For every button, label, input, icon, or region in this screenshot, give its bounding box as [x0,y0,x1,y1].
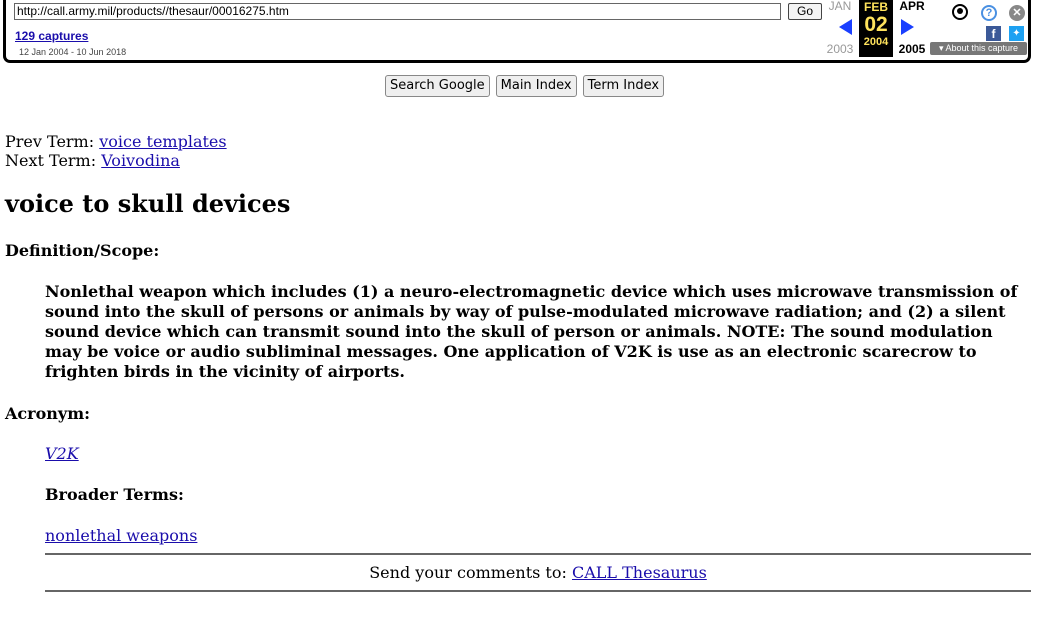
main-index-button[interactable]: Main Index [496,75,577,97]
term-navigation [5,132,227,170]
facebook-icon[interactable]: f [986,26,1001,41]
wayback-url-input[interactable]: http://call.army.mil/products//thesaur/00016275.htm [14,3,781,20]
term-index-button[interactable]: Term Index [583,75,664,97]
capture-range: 12 Jan 2004 - 10 Jun 2018 [19,47,127,57]
prev-year[interactable]: 2003 [826,42,854,56]
acronym-label: Acronym: [5,404,91,423]
captures-link[interactable]: 129 captures [15,29,89,43]
about-capture-label: About this capture [945,43,1019,53]
divider-top [45,553,1031,555]
definition-text: Nonlethal weapon which includes (1) a neuro-electromagnetic device which uses microwave transmission of sound into the skull of persons or animals by way of pulse-modulated microwave radiation; and (2) a silent sound device which can transmit sound into the skull of person or animals. NOTE: The sound modulation may be voice or audio subliminal messages. One application of V2K is use as an electronic scarecrow to frighten birds in the vicinity of airports. [45,282,1018,381]
wayback-toolbar [3,0,1031,63]
page-title: voice to skull devices [5,189,291,218]
current-day: 02 [864,13,888,36]
footer [45,563,1031,582]
next-month[interactable]: APR [899,0,925,13]
divider-bottom [45,590,1031,592]
page-buttons [385,75,664,97]
prev-capture-arrow-icon[interactable] [839,19,852,35]
help-icon[interactable]: ? [981,5,997,21]
search-google-button[interactable]: Search Google [385,75,490,97]
prev-term-label: Prev Term: [5,132,95,151]
next-year[interactable]: 2005 [898,42,926,56]
definition-label: Definition/Scope: [5,241,160,260]
next-term-label: Next Term: [5,151,97,170]
about-capture-button[interactable]: ▾ About this capture [930,42,1027,55]
call-thesaurus-link[interactable]: CALL Thesaurus [571,563,707,582]
broader-terms-label: Broader Terms: [45,485,184,504]
twitter-icon[interactable]: ✦ [1009,26,1024,41]
broader-term-link[interactable]: nonlethal weapons [45,526,198,545]
prev-month[interactable]: JAN [828,0,852,13]
footer-text: Send your comments to: [369,563,567,582]
current-year: 2004 [863,36,889,48]
close-icon[interactable]: ✕ [1009,5,1025,21]
next-capture-arrow-icon[interactable] [901,19,914,35]
prev-term-link[interactable]: voice templates [99,132,227,151]
go-button[interactable]: Go [788,3,822,20]
user-icon[interactable] [952,4,968,20]
acronym-link[interactable]: V2K [45,444,79,463]
next-term-link[interactable]: Voivodina [101,151,180,170]
current-capture [859,0,893,57]
current-month: FEB [864,0,888,14]
